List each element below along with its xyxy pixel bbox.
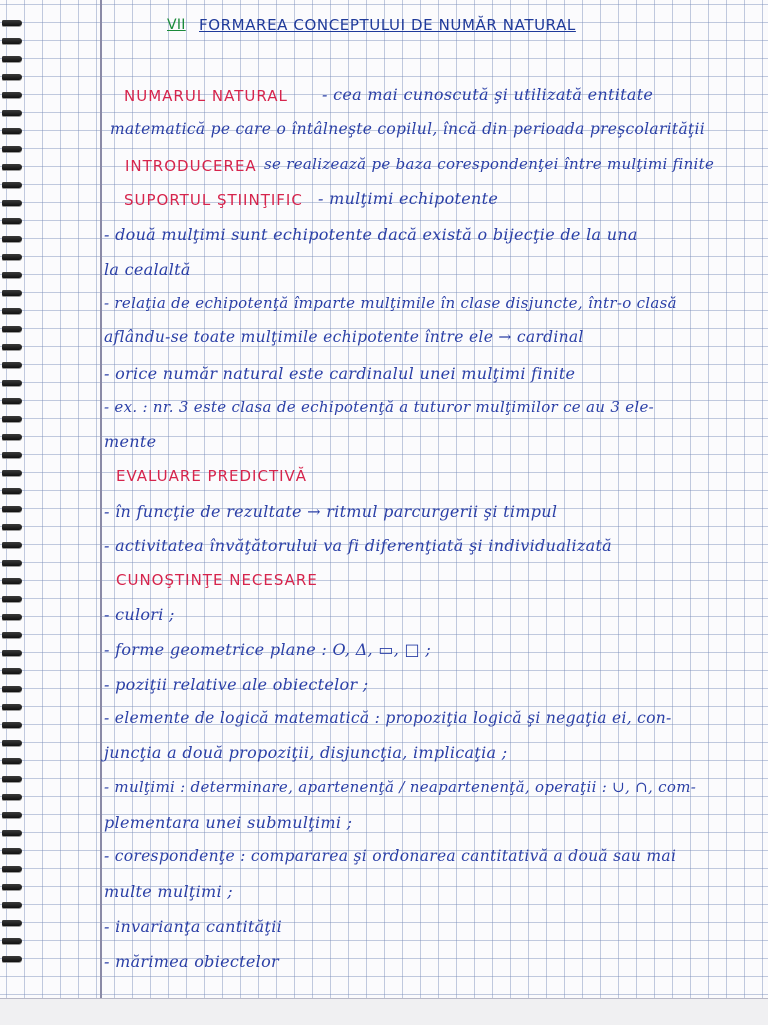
spiral-ring	[2, 164, 22, 170]
spiral-ring	[2, 344, 22, 350]
spiral-ring	[2, 326, 22, 332]
text-line: - activitatea învăţătorului va fi diferenţiată şi individualizată	[104, 536, 613, 555]
text-line: - relaţia de echipotenţă împarte mulţimile în clase disjuncte, într-o clasă	[104, 294, 677, 312]
spiral-ring	[2, 560, 22, 566]
list-item: - corespondenţe : compararea şi ordonarea cantitativă a două sau mai	[104, 847, 677, 865]
spiral-binding	[0, 20, 28, 980]
list-item: multe mulţimi ;	[104, 882, 233, 901]
spiral-ring	[2, 74, 22, 80]
text-line: - în funcţie de rezultate → ritmul parcurgerii şi timpul	[104, 502, 558, 521]
spiral-ring	[2, 398, 22, 404]
text-line: - cea mai cunoscută şi utilizată entitate	[322, 85, 654, 104]
spiral-ring	[2, 668, 22, 674]
heading-evaluare-predictiva: EVALUARE PREDICTIVĂ	[116, 467, 308, 485]
spiral-ring	[2, 938, 22, 944]
spiral-ring	[2, 812, 22, 818]
spiral-ring	[2, 524, 22, 530]
spiral-ring	[2, 866, 22, 872]
spiral-ring	[2, 470, 22, 476]
spiral-ring	[2, 416, 22, 422]
list-item: juncţia a două propoziţii, disjuncţia, implicaţia ;	[104, 743, 508, 762]
spiral-ring	[2, 578, 22, 584]
spiral-ring	[2, 614, 22, 620]
list-item: - invarianţa cantităţii	[104, 917, 283, 936]
list-item: plementara unei submulţimi ;	[104, 813, 353, 832]
spiral-ring	[2, 848, 22, 854]
chapter-number: VII	[167, 17, 186, 33]
list-item: - culori ;	[104, 605, 175, 624]
spiral-ring	[2, 200, 22, 206]
heading-cunostinte-necesare: CUNOŞTINŢE NECESARE	[116, 571, 318, 589]
list-item: - mulţimi : determinare, apartenenţă / neapartenenţă, operaţii : ∪, ∩, com-	[104, 778, 697, 796]
spiral-ring	[2, 650, 22, 656]
spiral-ring	[2, 110, 22, 116]
text-line: - orice număr natural este cardinalul unei mulţimi finite	[104, 364, 576, 383]
spiral-ring	[2, 704, 22, 710]
spiral-ring	[2, 632, 22, 638]
heading-suportul-stiintific: SUPORTUL ŞTIINŢIFIC	[124, 191, 303, 209]
text-line: - mulţimi echipotente	[318, 189, 499, 208]
list-item: - poziţii relative ale obiectelor ;	[104, 675, 369, 694]
heading-numarul-natural: NUMARUL NATURAL	[124, 87, 288, 105]
spiral-ring	[2, 434, 22, 440]
spiral-ring	[2, 254, 22, 260]
page-bottom-edge	[0, 998, 768, 1025]
spiral-ring	[2, 308, 22, 314]
spiral-ring	[2, 686, 22, 692]
spiral-ring	[2, 542, 22, 548]
spiral-ring	[2, 722, 22, 728]
spiral-ring	[2, 956, 22, 962]
page-title: FORMAREA CONCEPTULUI DE NUMĂR NATURAL	[199, 16, 576, 34]
spiral-ring	[2, 830, 22, 836]
spiral-ring	[2, 920, 22, 926]
spiral-ring	[2, 218, 22, 224]
spiral-ring	[2, 596, 22, 602]
list-item: - elemente de logică matematică : propoziţia logică şi negaţia ei, con-	[104, 709, 672, 727]
spiral-ring	[2, 902, 22, 908]
text-line: - ex. : nr. 3 este clasa de echipotenţă a tuturor mulţimilor ce au 3 ele-	[104, 398, 655, 416]
spiral-ring	[2, 56, 22, 62]
text-line: se realizează pe baza corespondenţei între mulţimi finite	[264, 155, 715, 173]
spiral-ring	[2, 182, 22, 188]
spiral-ring	[2, 236, 22, 242]
spiral-ring	[2, 272, 22, 278]
heading-introducerea: INTRODUCEREA	[125, 157, 257, 175]
spiral-ring	[2, 776, 22, 782]
spiral-ring	[2, 740, 22, 746]
spiral-ring	[2, 758, 22, 764]
spiral-ring	[2, 20, 22, 26]
margin-line	[100, 0, 102, 1000]
text-line: - două mulţimi sunt echipotente dacă există o bijecţie de la una	[104, 225, 638, 244]
spiral-ring	[2, 38, 22, 44]
text-line: la cealaltă	[104, 260, 191, 279]
text-line: matematică pe care o întâlneşte copilul, încă din perioada preşcolarităţii	[110, 120, 706, 138]
text-line: aflându-se toate mulţimile echipotente între ele → cardinal	[104, 328, 584, 346]
list-item: - mărimea obiectelor	[104, 952, 279, 971]
spiral-ring	[2, 128, 22, 134]
spiral-ring	[2, 146, 22, 152]
spiral-ring	[2, 884, 22, 890]
spiral-ring	[2, 506, 22, 512]
list-item: - forme geometrice plane : O, Δ, ▭, □ ;	[104, 640, 432, 659]
spiral-ring	[2, 92, 22, 98]
spiral-ring	[2, 794, 22, 800]
spiral-ring	[2, 488, 22, 494]
spiral-ring	[2, 290, 22, 296]
spiral-ring	[2, 380, 22, 386]
spiral-ring	[2, 362, 22, 368]
spiral-ring	[2, 452, 22, 458]
text-line: mente	[104, 432, 157, 451]
